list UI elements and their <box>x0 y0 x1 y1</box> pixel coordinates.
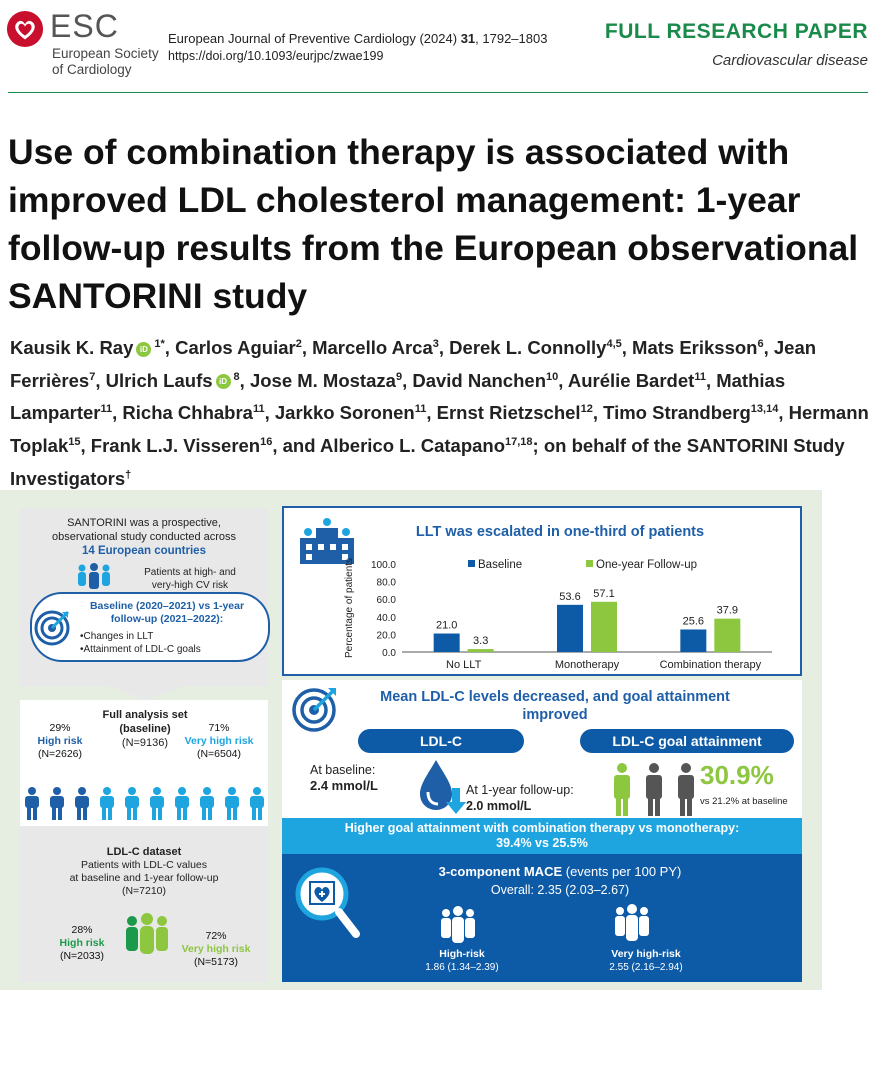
author-name[interactable]: Richa Chhabra <box>122 402 253 424</box>
person-icon <box>175 787 189 820</box>
paper-title: Use of combination therapy is associated with improved LDL cholesterol management: 1-year follow-up results from the European observational SANTORINI study <box>8 132 859 316</box>
goal-attainment-pill: LDL-C goal attainment <box>580 729 794 753</box>
followup-label: At 1-year follow-up: <box>466 783 574 797</box>
mace-title <box>400 864 720 879</box>
author-affiliation: 12 <box>580 403 593 416</box>
flow-arrow <box>108 686 184 700</box>
fas-line1: Full analysis set <box>102 709 188 721</box>
legend-swatch <box>468 560 475 567</box>
baseline-label: At baseline: <box>310 763 376 777</box>
timeline-line1: Baseline (2020–2021) vs 1-year <box>89 600 245 612</box>
esc-society-name <box>52 46 159 78</box>
y-tick-label: 80.0 <box>376 577 396 589</box>
mace-vhr-value: 2.55 (2.16–2.94) <box>609 962 683 973</box>
bar <box>434 634 460 652</box>
band-line1: Higher goal attainment with combination therapy vs monotherapy: <box>344 821 740 835</box>
legend-label: Baseline <box>478 559 523 571</box>
bar <box>714 619 740 652</box>
people-row-icon <box>22 786 272 822</box>
authors-suffix-mark: † <box>125 468 132 481</box>
author-affiliation: 4,5 <box>606 338 622 350</box>
y-tick-label: 60.0 <box>376 595 396 607</box>
journal-citation <box>168 31 547 46</box>
combination-band-text <box>290 821 794 851</box>
esc-sub-line1: European Society <box>52 46 159 61</box>
paper-type: FULL RESEARCH PAPER <box>604 20 868 43</box>
bullet-ldlc: •Attainment of LDL-C goals <box>80 644 201 655</box>
author-name[interactable]: Jose M. Mostaza <box>249 369 396 391</box>
author-affiliation: 7 <box>89 370 96 383</box>
orcid-icon[interactable]: iD <box>136 342 151 357</box>
mace-hr-value: 1.86 (1.34–2.39) <box>425 962 499 973</box>
mace-title-bold: 3-component MACE <box>438 864 563 879</box>
magnifier-heart-icon <box>292 864 362 940</box>
person-icon <box>50 787 64 820</box>
person-icon <box>100 787 114 820</box>
author-affiliation: 2 <box>295 338 302 350</box>
baseline-value: 2.4 mmol/L <box>310 778 378 793</box>
person-icon <box>150 787 164 820</box>
patients-description <box>120 566 260 592</box>
goal-baseline-comparison: vs 21.2% at baseline <box>700 796 788 807</box>
doi-link[interactable]: https://doi.org/10.1093/eurjpc/zwae199 <box>168 49 384 63</box>
ldlc-pill: LDL-C <box>358 729 524 753</box>
author-name[interactable]: Mathias Lamparter <box>10 369 786 424</box>
author-affiliation: 1* <box>154 338 165 350</box>
fas-vhr-label: Very high risk <box>184 735 254 747</box>
author-name[interactable]: Carlos Aguiar <box>175 337 296 359</box>
author-affiliation: 11 <box>100 403 113 416</box>
bar-value-label: 21.0 <box>435 619 458 632</box>
esc-logo <box>6 8 166 80</box>
author-affiliation: 16 <box>260 435 273 448</box>
author-list: Kausik K. Ray iD $^{1*}$, Carlos Aguiar$^2$, Marcello Arca$^3$, Derek L. Connolly$^{4,5}$, Mats Eriksson$^6$, Jean Ferrières$^7$, Ulrich Laufs iD $^8$, Jose M. Mostaza$^9$, David Nanchen$^{10}$, Aurélie Bardet$^{11}$, Mathias Lamparter$^{11}$, Richa Chhabra$^{11}$, Jarkko Soronen$^{11}$, Ernst Rietzschel$^{12}$, Timo Strandberg$^{13,14}$, Hermann Toplak$^{15}$, Frank L.J. Visseren$^{16}$, and Alberico L. Catapano$^{17,18}$; on behalf of the SANTORINI Study Investigators† <box>10 337 869 489</box>
ldlc-vhr-pct: 72% <box>205 930 227 942</box>
y-tick-label: 100.0 <box>370 560 396 571</box>
bar <box>468 649 494 652</box>
target-icon <box>34 608 72 646</box>
author-name[interactable]: Alberico L. Catapano <box>319 435 506 457</box>
mace-hr-people-icon <box>436 906 480 946</box>
bar-value-label: 25.6 <box>682 615 705 628</box>
author-name[interactable]: Ernst Rietzschel <box>436 402 581 424</box>
author-name[interactable]: Hermann Toplak <box>10 402 869 457</box>
ldlc-vhr-label: Very high risk <box>181 943 251 955</box>
legend-swatch <box>586 560 593 567</box>
study-line2: observational study conducted across <box>51 531 237 543</box>
author-affiliation: 6 <box>757 338 764 350</box>
bullet-llt: •Changes in LLT <box>80 631 154 642</box>
author-name[interactable]: Marcello Arca <box>312 337 433 359</box>
droplet-down-icon <box>414 758 470 818</box>
author-name[interactable]: Frank L.J. Visseren <box>90 435 261 457</box>
person-icon <box>125 787 139 820</box>
mace-vhr-people-icon <box>610 904 654 944</box>
ldlc-hr-n: (N=2033) <box>59 950 105 962</box>
fas-high-risk <box>30 722 90 761</box>
author-name[interactable]: Aurélie Bardet <box>567 369 695 391</box>
mace-hr-label: High-risk <box>439 948 485 960</box>
timeline-bullets <box>80 630 201 656</box>
fas-hr-n: (N=2626) <box>37 748 83 760</box>
patients-line2: very-high CV risk <box>151 580 229 591</box>
fas-line2: (baseline) <box>119 723 171 735</box>
fas-very-high-risk <box>176 722 262 761</box>
bar-value-label: 53.6 <box>559 590 581 603</box>
bar-value-label: 57.1 <box>593 587 615 600</box>
mace-very-high-risk <box>586 948 706 974</box>
ldlc-vhr-n: (N=5173) <box>193 956 239 968</box>
goal-people-icon <box>608 762 700 818</box>
mace-vhr-label: Very high-risk <box>611 948 681 960</box>
author-affiliation: 10 <box>546 370 559 383</box>
author-affiliation: 11 <box>252 403 265 416</box>
baseline-ldlc <box>310 762 378 794</box>
esc-heart-icon <box>6 10 44 48</box>
mace-high-risk <box>412 948 512 974</box>
author-affiliation: 3 <box>432 338 439 350</box>
esc-wordmark: ESC <box>50 8 119 44</box>
orcid-icon[interactable]: iD <box>216 374 231 389</box>
journal-pages: , 1792–1803 <box>475 31 548 46</box>
study-line1: SANTORINI was a prospective, <box>67 517 221 529</box>
fas-n: (N=9136) <box>121 737 169 749</box>
header-divider <box>8 92 868 93</box>
author-affiliation: 17,18 <box>505 435 533 448</box>
y-tick-label: 20.0 <box>376 630 396 642</box>
author-affiliation: 8 <box>233 370 240 383</box>
ldlc-line2: at baseline and 1-year follow-up <box>69 872 219 884</box>
x-tick-label: Monotherapy <box>554 659 620 671</box>
author-affiliation: 9 <box>395 370 403 383</box>
band-line2: 39.4% vs 25.5% <box>496 836 588 850</box>
study-countries: 14 European countries <box>82 545 206 557</box>
ldlc-hr-pct: 28% <box>71 924 93 936</box>
ldlc-group-icon <box>122 912 172 956</box>
author-name[interactable]: Kausik K. Ray <box>10 337 134 359</box>
bar-value-label: 37.9 <box>716 604 739 617</box>
author-affiliation: 11 <box>694 370 706 383</box>
person-icon <box>75 787 89 820</box>
ldlc-n: (N=7210) <box>121 885 167 897</box>
paper-category: Cardiovascular disease <box>712 52 868 69</box>
author-name[interactable]: Timo Strandberg <box>603 402 751 424</box>
patients-group-icon <box>74 562 114 590</box>
mace-units: (events per 100 PY) <box>562 864 682 879</box>
llt-chart-title: LLT was escalated in one-third of patients <box>415 524 705 540</box>
author-name[interactable]: Jarkko Soronen <box>274 402 415 424</box>
bar <box>591 602 617 652</box>
followup-value: 2.0 mmol/L <box>466 799 532 813</box>
patients-line1: Patients at high- and <box>144 567 236 578</box>
y-tick-label: 0.0 <box>382 648 396 659</box>
ldlc-line1: Patients with LDL-C values <box>80 859 208 871</box>
goal-attainment-percent: 30.9% <box>700 760 774 790</box>
x-tick-label: No LLT <box>446 659 482 671</box>
y-tick-label: 40.0 <box>376 612 396 624</box>
mean-ldlc-title: Mean LDL-C levels decreased, and goal attainment improved <box>380 689 730 723</box>
mace-overall: Overall: 2.35 (2.03–2.67) <box>490 883 630 897</box>
bar <box>680 629 706 652</box>
y-axis-label: Percentage of patients <box>344 557 355 659</box>
fas-hr-pct: 29% <box>49 722 71 734</box>
person-icon <box>200 787 214 820</box>
bar <box>557 605 583 652</box>
ldlc-hr-label: High risk <box>59 937 105 949</box>
timeline-title <box>72 600 262 626</box>
ldlc-dataset-text <box>28 846 260 898</box>
target-icon-2 <box>292 684 340 732</box>
x-tick-label: Combination therapy <box>659 659 762 671</box>
study-description <box>28 516 260 558</box>
bar-value-label: 3.3 <box>473 635 489 648</box>
ldlc-high-risk <box>42 924 122 963</box>
author-name[interactable]: Jean Ferrières <box>10 337 817 391</box>
author-name[interactable]: Mats Eriksson <box>632 337 758 359</box>
journal-name: European Journal of Preventive Cardiology (2024) <box>168 31 458 46</box>
fas-vhr-pct: 71% <box>208 722 230 734</box>
legend-label: One-year Follow-up <box>596 559 697 571</box>
esc-sub-line2: of Cardiology <box>52 62 132 77</box>
ldlc-very-high-risk <box>170 930 262 969</box>
ldlc-title: LDL-C dataset <box>106 846 182 858</box>
author-affiliation: 15 <box>68 435 81 448</box>
fas-vhr-n: (N=6504) <box>196 748 242 760</box>
journal-volume: 31 <box>460 31 476 46</box>
llt-bar-chart <box>340 550 780 674</box>
authors-suffix: ; on behalf of the SANTORINI Study Investigators <box>10 435 845 489</box>
authors-and: and <box>282 435 320 457</box>
person-icon <box>250 787 264 820</box>
author-affiliation: 13,14 <box>750 403 779 416</box>
timeline-line2: follow-up (2021–2022): <box>110 613 224 625</box>
author-name[interactable]: Derek L. Connolly <box>449 337 607 359</box>
followup-ldlc <box>466 782 574 814</box>
author-name[interactable]: Ulrich Laufs <box>105 369 213 391</box>
person-icon <box>25 787 39 820</box>
author-affiliation: 11 <box>414 403 427 416</box>
author-name[interactable]: David Nanchen <box>412 369 546 391</box>
person-icon <box>225 787 239 820</box>
fas-hr-label: High risk <box>37 735 83 747</box>
